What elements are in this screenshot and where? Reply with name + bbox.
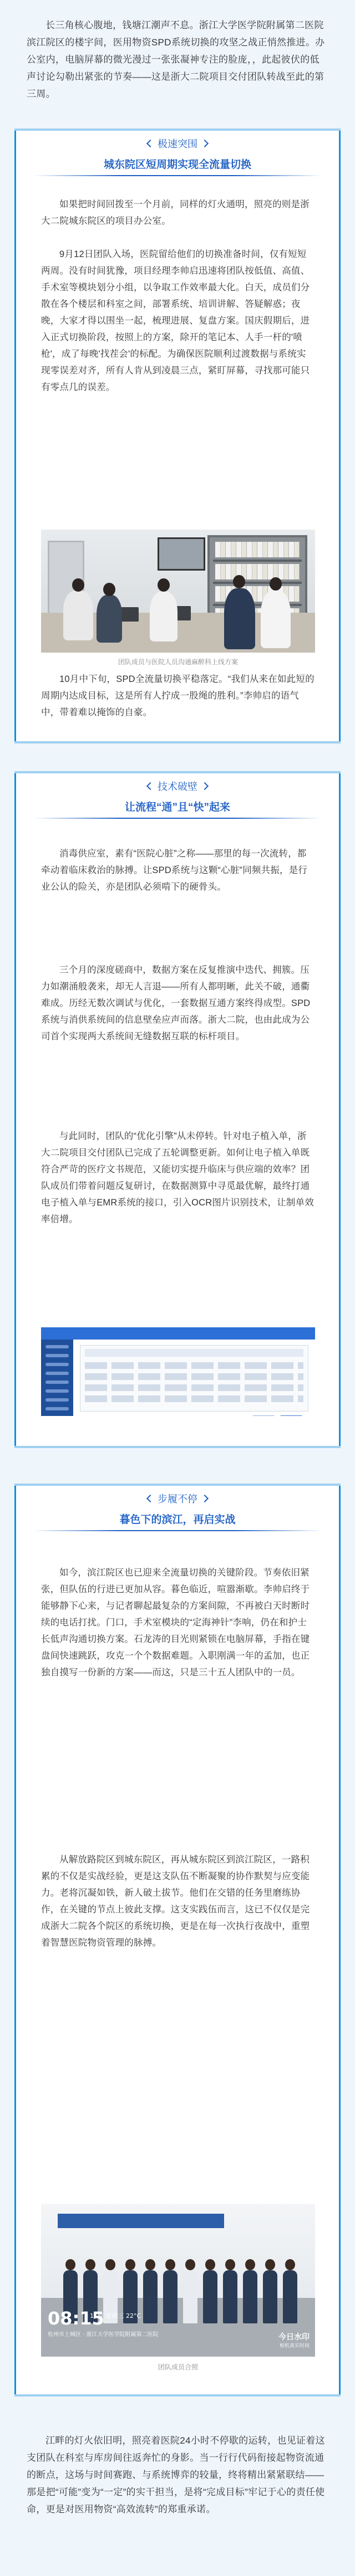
title-underline: [33, 1530, 322, 1531]
meeting-photo: [41, 530, 315, 653]
section-rapid-breakthrough: [14, 129, 341, 743]
section-paragraph: 如果把时间回拨至一个月前，同样的灯火通明，照亮的则是浙大二院城东院区的项目办公室。: [41, 199, 310, 226]
section-paragraph: 从解放路院区到城东院区，再从城东院区到滨江院区，一路积累的不仅是实战经验，更是这支队伍不断凝聚的协作默契与应变能力。老将沉凝如铁，新人破土拔节。他们在交错的任务里磨练协作，在关键的节点上彼此支撑。这支实践伍而言，这已不仅仅是完成浙大二院各个院区的系统切换，更是在每一次执行夜战中，重塑着智慧医院物资管理的脉搏。: [41, 1855, 310, 1948]
section-title: 城东院区短周期实现全流量切换: [103, 159, 251, 171]
closing-paragraph: 江畔的灯火依旧明，照亮着医院24小时不停歇的运转，也见证着这支团队在科室与库房间往返奔忙的身影。当一行行代码衔接起物资流通的断点，这场与时间赛跑、与系统博弈的较量，终将精出紧紧联结——那是把“可能”变为“一定”的实干担当，是将“完成目标”牢记于心的责任使命，更是对医用物资“高效流转”的郑重承诺。: [27, 2435, 325, 2515]
section-paragraph: 9月12日团队入场，医院留给他们的切换准备时间，仅有短短两周。没有时间犹豫，项目经理李帅启迅速将团队按低值、高值、手术室等模块划分小组，以争取工作效率最大化。白天，成员们分散在各个楼层和科室之间，部署系统、培训讲解、答疑解惑；夜晚，大家才得以围坐一起，梳理进展、复盘方案。国庆假期后，进入正式切换阶段，按照上的方案，除开的笔记本、人手一杆的'喷枪'，成了每晚'找茬会'的标配。为确保医院顺利过渡数据与系统实现零误差对齐，所有人肯从到凌晨三点，紧盯屏幕，寻找那可能只有零点几的误差。: [41, 249, 310, 392]
section-paragraph: 与此同时，团队的“优化引擎”从未停转。针对电子植入单，浙大二院项目交付团队已完成了五轮调整更新。如何让电子植入单既符合严苛的医疗文书规范，又能切实提升临床与供应端的效率？团队成员们带着问题反复研讨，在数据测算中寻觅最优解，最终打通电子植入单与EMR系统的接口，引入OCR图片识别技术，让制单效率倍增。: [41, 1131, 315, 1224]
photo-caption: 团队成员与医院人员沟通麻醉科上线方案: [118, 658, 238, 666]
section-tag: [148, 1491, 207, 1506]
section-title: 让流程“通”且“快”起来: [124, 802, 230, 813]
section-tag: [148, 779, 207, 793]
watermark-sub-label: 相机真实时间: [279, 2343, 310, 2348]
system-screenshot: [41, 1327, 315, 1416]
chevron-right-icon: [201, 782, 209, 790]
photo-watermark: [278, 2332, 310, 2350]
title-underline: [33, 175, 322, 176]
section-tag-label: 步履不停: [158, 1494, 197, 1505]
chevron-left-icon: [146, 1495, 154, 1502]
section-paragraph: 如今，滨江院区也已迎来全流量切换的关键阶段。节奏依旧紧张，但队伍的行进已更加从容。暮色临近，喧嚣渐歇。李帅启终于能够静下心来，与记者聊起最复杂的方案间隙，不再被白天时断时续的电话打扰。门口，手术室模块的“定海神针”李响，仍在和护士长低声沟通切换方案。石龙涛的目光则紧锁在电脑屏幕，手指在键盘间快速跳跃，攻克一个个数据难题。入职刚满一年的孟加，也正独自摸写一份新的方案——而这，只是三十五人团队中的一员。: [41, 1568, 310, 1677]
photo-stamp-location: 杭州市上城区 · 浙江大学医学院附属第二医院: [48, 2332, 159, 2338]
intro-paragraph: 长三角核心腹地，钱塘江潮声不息。浙江大学医学院附属第二医院滨江院区的楼宇间，医用物资SPD系统切换的攻坚之战正悄然推进。办公室内，电脑屏幕的微光漫过一张张凝神专注的脸庞，，此起彼伏的低声讨论勾勒出紧张的节奏——这是浙大二院项目交付团队转战至此的第三周。: [27, 20, 325, 99]
section-title: 暮色下的滨江，再启实战: [119, 1514, 236, 1526]
section-tag-label: 技术破壁: [158, 781, 197, 792]
photo-stamp-time: 08:15: [48, 2308, 104, 2329]
section-keep-moving: [14, 1484, 341, 2397]
watermark-label: 今日水印: [278, 2332, 310, 2341]
section-paragraph: 消毒供应室，素有“医院心脏”之称——那里的每一次流转，都牵动着临床救治的脉搏。让SPD系统与这颗“心脏”同频共振，是行业公认的险关，亦是团队必须啃下的硬骨头。: [41, 849, 308, 892]
chevron-right-icon: [201, 140, 209, 147]
chevron-right-icon: [201, 1495, 209, 1502]
chevron-left-icon: [146, 140, 154, 147]
section-paragraph: 10月中下旬，SPD全流量切换平稳落定。“我们从来在如此短的周期内达成目标，这是所有人拧成一股绳的胜利。”李帅启的语气中，带着难以掩饰的自豪。: [41, 674, 315, 717]
section-paragraph: 三个月的深度磋商中，数据方案在反复推演中迭代、拥簇。压力如潮涌般袭来，却无人言退——所有人都明晰，此关不破，通衢难成。历经无数次调试与优化，一套数据互通方案终得成型。SPD系统与消供系统间的信息壁垒应声而落。浙大二院，也由此成为公司首个实现两大系统间无缝数据互联的标杆项目。: [41, 965, 311, 1041]
section-tag-label: 极速突围: [158, 138, 197, 150]
section-tag: [148, 136, 207, 151]
section-tech-breakthrough: [14, 771, 341, 1448]
team-photo: [41, 2204, 315, 2357]
photo-caption: 团队成员合照: [158, 2363, 198, 2371]
chevron-left-icon: [146, 782, 154, 790]
photo-stamp-date: 11月 星期三 22°C: [90, 2312, 141, 2320]
title-underline: [33, 818, 322, 819]
